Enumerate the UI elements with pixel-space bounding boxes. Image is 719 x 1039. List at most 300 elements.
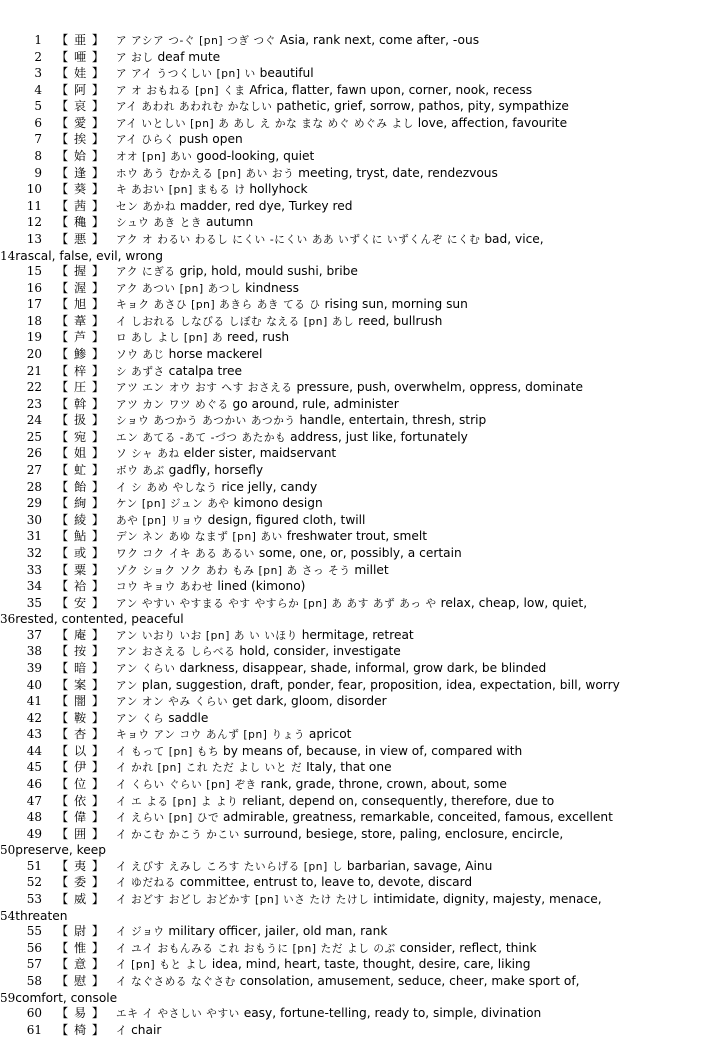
entry-number: 47 [26, 793, 42, 808]
entry-number: 53 [26, 892, 42, 907]
kanji-readings: アン おさえる しらべる [116, 646, 236, 659]
entry-number: 35 [26, 595, 42, 610]
kanji-entry [26, 644, 691, 661]
kanji-meaning: military officer, jailer, old man, rank [168, 924, 388, 939]
kanji-entry [26, 743, 691, 761]
entry-number: 38 [26, 644, 42, 659]
kanji-entry [26, 463, 691, 480]
kanji-character: 尉 [73, 924, 87, 939]
kanji-meaning: autumn [205, 215, 254, 230]
entry-number: 7 [34, 132, 42, 147]
kanji-readings: イ ゆだねる [116, 877, 176, 890]
entry-number: 28 [26, 479, 42, 494]
kanji-readings: ア アシア つ-ぐ [pn] つぎ つぐ [116, 35, 276, 47]
kanji-entry [26, 413, 691, 430]
kanji-meaning: intimidate, dignity, majesty, menace, [373, 892, 602, 907]
kanji-entry [26, 694, 691, 711]
kanji-cell: 【 安 】 [56, 595, 105, 610]
kanji-entry [34, 132, 691, 149]
kanji-entry [34, 49, 691, 67]
kanji-entry [26, 1006, 691, 1023]
kanji-meaning: idea, mind, heart, taste, thought, desire, care, liking [211, 957, 531, 972]
kanji-entry [26, 1022, 691, 1039]
kanji-entry [26, 677, 691, 695]
kanji-readings: アイ いとしい [pn] あ あし え かな まな めぐ めぐみ よし [116, 117, 414, 130]
kanji-cell: 【 偉 】 [56, 810, 105, 825]
kanji-cell: 【 按 】 [56, 644, 105, 659]
kanji-cell: 【 鞍 】 [56, 710, 105, 725]
kanji-entry [26, 215, 691, 232]
kanji-cell: 【 挨 】 [56, 132, 105, 147]
kanji-readings: あや [pn] リョウ [116, 514, 204, 527]
kanji-entry [26, 793, 691, 811]
kanji-entry [26, 858, 691, 876]
kanji-character: 委 [73, 875, 87, 890]
entry-number: 44 [26, 743, 42, 758]
kanji-meaning-continued: preserve, keep [15, 843, 106, 858]
kanji-character: 葵 [73, 182, 87, 197]
kanji-entry [26, 660, 691, 678]
kanji-entry [26, 727, 691, 744]
kanji-readings: セン あかね [116, 200, 176, 213]
kanji-entry [26, 330, 691, 347]
kanji-cell: 【 姶 】 [56, 149, 105, 164]
kanji-cell: 【 慰 】 [56, 973, 105, 988]
kanji-meaning: go around, rule, administer [232, 396, 399, 411]
entry-number: 59 [0, 990, 16, 1005]
kanji-readings: キョウ アン コウ あんず [pn] りょう [116, 729, 306, 742]
entry-number: 57 [26, 957, 42, 972]
kanji-cell: 【 杏 】 [56, 727, 105, 742]
kanji-entry [26, 479, 691, 497]
kanji-character: 案 [73, 677, 87, 692]
kanji-readings: イ エ よる [pn] よ より [116, 795, 239, 808]
kanji-readings: イ なぐさめる なぐさむ [116, 975, 236, 988]
kanji-character: 易 [73, 1006, 87, 1021]
entry-number: 56 [26, 940, 42, 955]
entry-number: 51 [26, 858, 42, 873]
kanji-entry [26, 429, 691, 447]
kanji-cell: 【 絢 】 [56, 496, 105, 511]
kanji-meaning: barbarian, savage, Ainu [346, 858, 493, 873]
kanji-entry [26, 264, 691, 281]
kanji-entry [26, 496, 691, 513]
kanji-meaning: reliant, depend on, consequently, therefore, due to [242, 793, 555, 808]
kanji-character: 愛 [73, 115, 87, 130]
entry-number: 22 [26, 380, 42, 395]
kanji-cell: 【 易 】 [56, 1006, 105, 1021]
kanji-cell: 【 夷 】 [56, 858, 105, 873]
entry-number: 41 [26, 694, 42, 709]
kanji-meaning: meeting, tryst, date, rendezvous [298, 165, 498, 180]
kanji-readings: イ かれ [pn] これ ただ よし いと だ [116, 762, 303, 775]
kanji-meaning: saddle [168, 710, 209, 725]
kanji-character: 唖 [73, 49, 87, 64]
kanji-readings: デン ネン あゆ なまず [pn] あい [116, 531, 283, 544]
entry-number: 33 [26, 562, 42, 577]
kanji-entry [26, 182, 691, 199]
kanji-readings: キ あおい [pn] まもる け [116, 184, 246, 197]
entry-number: 18 [26, 313, 42, 328]
kanji-readings: オオ [pn] あい [116, 151, 193, 164]
kanji-readings: ショウ あつかう あつかい あつかう [116, 415, 296, 428]
kanji-character: 意 [73, 957, 87, 972]
kanji-readings: イ [pn] もと よし [116, 959, 208, 972]
kanji-cell: 【 哀 】 [56, 99, 105, 114]
kanji-character: 慰 [73, 973, 87, 988]
kanji-cell: 【 伊 】 [56, 760, 105, 775]
kanji-readings: アツ カン ワツ めぐる [116, 398, 229, 411]
kanji-cell: 【 葦 】 [56, 313, 105, 328]
entry-number: 10 [26, 182, 42, 197]
kanji-readings: ア おし [116, 51, 154, 64]
entry-number: 31 [26, 529, 42, 544]
entry-number: 9 [34, 165, 42, 180]
kanji-readings: イ ユイ おもんみる これ おもうに [pn] ただ よし のぶ [116, 942, 396, 955]
kanji-meaning: easy, fortune-telling, ready to, simple, divination [243, 1006, 542, 1021]
kanji-meaning: madder, red dye, Turkey red [179, 198, 353, 213]
kanji-meaning: hermitage, retreat [301, 627, 414, 642]
entry-number: 14 [0, 248, 16, 263]
kanji-character: 茜 [73, 198, 87, 213]
kanji-character: 絢 [73, 496, 87, 511]
kanji-cell: 【 位 】 [56, 777, 105, 792]
entry-number: 5 [34, 99, 42, 114]
kanji-entry-continuation [0, 249, 691, 265]
kanji-readings: ボウ あぶ [116, 465, 165, 478]
kanji-cell: 【 綾 】 [56, 512, 105, 527]
entry-number: 42 [26, 710, 42, 725]
kanji-cell: 【 案 】 [56, 677, 105, 692]
kanji-readings: イ おどす おどし おどかす [pn] いさ たけ たけし [116, 894, 370, 907]
kanji-character: 穐 [73, 215, 87, 230]
kanji-meaning: committee, entrust to, leave to, devote, discard [179, 875, 473, 890]
kanji-character: 伊 [73, 760, 87, 775]
kanji-character: 姐 [73, 446, 87, 461]
kanji-character: 芦 [73, 330, 87, 345]
kanji-character: 斡 [73, 396, 87, 411]
kanji-character: 鞍 [73, 710, 87, 725]
kanji-readings: アク オ わるい わるし にくい -にくい ああ いずくに いずくんぞ にくむ [116, 233, 481, 246]
kanji-meaning: chair [131, 1022, 162, 1037]
kanji-entry [26, 198, 691, 216]
kanji-entry [26, 940, 691, 958]
kanji-cell: 【 鯵 】 [56, 346, 105, 361]
entry-number: 58 [26, 973, 42, 988]
entry-number: 32 [26, 545, 42, 560]
kanji-cell: 【 闇 】 [56, 694, 105, 709]
kanji-cell: 【 椅 】 [56, 1022, 105, 1037]
entry-number: 15 [26, 264, 42, 279]
kanji-meaning: elder sister, maidservant [183, 446, 337, 461]
kanji-cell: 【 唖 】 [56, 49, 105, 64]
kanji-meaning: some, one, or, possibly, a certain [258, 545, 462, 560]
kanji-entry [26, 924, 691, 941]
kanji-meaning: Africa, flatter, fawn upon, corner, nook, recess [249, 82, 533, 97]
kanji-entry [26, 875, 691, 892]
kanji-character: 姶 [73, 149, 87, 164]
kanji-meaning: reed, rush [227, 330, 290, 345]
kanji-cell: 【 握 】 [56, 264, 105, 279]
entry-number: 1 [34, 33, 42, 47]
kanji-readings: コウ キョウ あわせ [116, 581, 214, 594]
kanji-meaning: rank, grade, throne, crown, about, some [260, 777, 507, 792]
kanji-readings: アン やすい やすまる やす やすらか [pn] あ あす あず あっ や [116, 597, 437, 610]
kanji-entry [26, 579, 691, 596]
entry-number: 45 [26, 760, 42, 775]
kanji-entry [26, 710, 691, 728]
entry-number: 8 [34, 149, 42, 164]
kanji-cell: 【 囲 】 [56, 826, 105, 841]
kanji-cell: 【 圧 】 [56, 380, 105, 395]
kanji-meaning: get dark, gloom, disorder [232, 694, 387, 709]
kanji-readings: イ かこむ かこう かこい [116, 828, 240, 841]
kanji-character: 哀 [73, 99, 87, 114]
kanji-entry [34, 82, 691, 100]
kanji-entry [34, 99, 691, 116]
entry-number: 19 [26, 330, 42, 345]
kanji-character: 旭 [73, 297, 87, 312]
kanji-cell: 【 威 】 [56, 892, 105, 907]
kanji-readings: ア オ おもねる [pn] くま [116, 84, 246, 97]
kanji-entry [26, 313, 691, 331]
kanji-readings: ソウ あじ [116, 348, 165, 361]
kanji-entry [26, 396, 691, 414]
kanji-readings: アン いおり いお [pn] あ い いほり [116, 629, 298, 642]
kanji-character: 庵 [73, 627, 87, 642]
entry-number: 50 [0, 843, 16, 858]
kanji-entry [34, 33, 691, 50]
entry-number: 36 [0, 612, 16, 627]
kanji-meaning: freshwater trout, smelt [286, 529, 428, 544]
entry-number: 61 [26, 1022, 42, 1037]
kanji-cell: 【 或 】 [56, 545, 105, 560]
kanji-cell: 【 悪 】 [56, 231, 105, 246]
kanji-cell: 【 梓 】 [56, 363, 105, 378]
kanji-character: 悪 [73, 231, 87, 246]
kanji-readings: ア アイ うつくしい [pn] い [116, 68, 256, 81]
entry-number: 21 [26, 363, 42, 378]
kanji-character: 或 [73, 545, 87, 560]
kanji-meaning: love, affection, favourite [417, 115, 568, 130]
kanji-character: 暗 [73, 660, 87, 675]
kanji-entry [26, 280, 691, 298]
kanji-readings: アイ あわれ あわれむ かなしい [116, 101, 273, 114]
entry-number: 55 [26, 924, 42, 939]
kanji-entry [26, 562, 691, 580]
kanji-meaning: grip, hold, mould sushi, bribe [179, 264, 358, 279]
kanji-cell: 【 飴 】 [56, 479, 105, 494]
kanji-readings: イ ジョウ [116, 926, 165, 939]
kanji-meaning-continued: comfort, console [15, 990, 118, 1005]
kanji-meaning: consolation, amusement, seduce, cheer, make sport of, [239, 973, 580, 988]
kanji-cell: 【 娃 】 [56, 66, 105, 81]
kanji-character: 娃 [73, 66, 87, 81]
kanji-character: 葦 [73, 313, 87, 328]
kanji-entry-continuation [0, 612, 691, 628]
entry-number: 48 [26, 810, 42, 825]
kanji-cell: 【 扱 】 [56, 413, 105, 428]
kanji-readings: アク にぎる [116, 266, 176, 279]
kanji-entry-continuation [0, 909, 691, 925]
kanji-readings: エキ イ やさしい やすい [116, 1008, 240, 1021]
kanji-entry [26, 973, 691, 991]
kanji-readings: ロ あし よし [pn] あ [116, 332, 224, 345]
kanji-meaning: darkness, disappear, shade, informal, grow dark, be blinded [179, 660, 547, 675]
kanji-cell: 【 庵 】 [56, 627, 105, 642]
kanji-meaning: gadfly, horsefly [168, 463, 264, 478]
kanji-entry [34, 165, 691, 183]
kanji-meaning: catalpa tree [168, 363, 243, 378]
kanji-meaning-continued: threaten [15, 908, 68, 923]
entry-number: 46 [26, 777, 42, 792]
kanji-cell: 【 尉 】 [56, 924, 105, 939]
kanji-entry [26, 446, 691, 463]
kanji-entry [34, 66, 691, 83]
kanji-readings: シュウ あき とき [116, 217, 203, 230]
kanji-entry [34, 115, 691, 133]
entry-number: 54 [0, 908, 16, 923]
kanji-entry [26, 627, 691, 645]
kanji-meaning: handle, entertain, thresh, strip [299, 413, 487, 428]
entry-number: 43 [26, 727, 42, 742]
kanji-entry [26, 231, 691, 249]
kanji-cell: 【 依 】 [56, 793, 105, 808]
kanji-cell: 【 芦 】 [56, 330, 105, 345]
kanji-meaning: hold, consider, investigate [239, 644, 401, 659]
kanji-entry [26, 892, 691, 909]
kanji-character: 宛 [73, 429, 87, 444]
entry-number: 4 [34, 82, 42, 97]
kanji-character: 圧 [73, 380, 87, 395]
kanji-entry [26, 380, 691, 397]
kanji-cell: 【 愛 】 [56, 115, 105, 130]
kanji-character: 鯵 [73, 346, 87, 361]
kanji-meaning: beautiful [259, 66, 314, 81]
kanji-character: 握 [73, 264, 87, 279]
kanji-cell: 【 旭 】 [56, 297, 105, 312]
entry-number: 52 [26, 875, 42, 890]
kanji-meaning: hollyhock [249, 182, 308, 197]
kanji-character: 粟 [73, 562, 87, 577]
kanji-entry [26, 346, 691, 364]
kanji-cell: 【 亜 】 [56, 33, 105, 47]
kanji-character: 扱 [73, 413, 87, 428]
kanji-meaning: apricot [308, 727, 352, 742]
kanji-readings: イ シ あめ やしなう [116, 481, 218, 494]
kanji-readings: ワク コク イキ ある あるい [116, 547, 255, 560]
entry-number: 3 [34, 66, 42, 81]
kanji-cell: 【 鮎 】 [56, 529, 105, 544]
kanji-entry-continuation [0, 991, 691, 1007]
kanji-meaning: bad, vice, [484, 231, 544, 246]
kanji-character: 位 [73, 777, 87, 792]
kanji-cell: 【 斡 】 [56, 396, 105, 411]
kanji-readings: アン [116, 679, 138, 692]
kanji-readings: シ あずさ [116, 365, 165, 378]
kanji-meaning: relax, cheap, low, quiet, [440, 595, 588, 610]
entry-number: 30 [26, 512, 42, 527]
kanji-character: 阿 [73, 82, 87, 97]
entry-number: 23 [26, 396, 42, 411]
entry-number: 27 [26, 463, 42, 478]
kanji-meaning: plan, suggestion, draft, ponder, fear, proposition, idea, expectation, bill, worry [141, 677, 620, 692]
kanji-meaning: millet [354, 562, 389, 577]
kanji-meaning: good-looking, quiet [196, 149, 315, 164]
kanji-meaning: admirable, greatness, remarkable, conceited, famous, excellent [223, 810, 613, 825]
kanji-cell: 【 茜 】 [56, 198, 105, 213]
entry-number: 20 [26, 346, 42, 361]
entry-number: 13 [26, 231, 42, 246]
kanji-meaning: pressure, push, overwhelm, oppress, dominate [296, 380, 584, 395]
kanji-meaning: horse mackerel [168, 346, 263, 361]
entry-number: 40 [26, 677, 42, 692]
kanji-meaning: Asia, rank next, come after, -ous [279, 33, 480, 47]
kanji-meaning: consider, reflect, think [399, 940, 537, 955]
kanji-cell: 【 暗 】 [56, 660, 105, 675]
kanji-character: 袷 [73, 579, 87, 594]
kanji-meaning: Italy, that one [306, 760, 392, 775]
kanji-entry [26, 363, 691, 381]
kanji-readings: アツ エン オウ おす へす おさえる [116, 382, 293, 395]
kanji-character: 囲 [73, 826, 87, 841]
kanji-character: 安 [73, 595, 87, 610]
kanji-readings: イ くらい ぐらい [pn] ぞき [116, 779, 257, 792]
kanji-character: 逢 [73, 165, 87, 180]
kanji-cell: 【 惟 】 [56, 940, 105, 955]
entry-number: 11 [26, 198, 42, 213]
kanji-entry [26, 512, 691, 530]
kanji-readings: イ [116, 1024, 128, 1037]
kanji-character: 惟 [73, 940, 87, 955]
kanji-entry [26, 297, 691, 314]
kanji-cell: 【 虻 】 [56, 463, 105, 478]
kanji-readings: キョク あさひ [pn] あきら あき てる ひ [116, 299, 321, 312]
kanji-meaning: address, just like, fortunately [290, 429, 468, 444]
kanji-entry [26, 760, 691, 777]
entry-number: 6 [34, 115, 42, 130]
kanji-character: 闇 [73, 694, 87, 709]
kanji-readings: ケン [pn] ジュン あや [116, 498, 230, 511]
kanji-character: 綾 [73, 512, 87, 527]
entry-number: 12 [26, 215, 42, 230]
kanji-entry [26, 826, 691, 844]
entry-number: 49 [26, 826, 42, 841]
kanji-readings: アク あつい [pn] あつし [116, 282, 242, 295]
kanji-entry [26, 545, 691, 563]
kanji-cell: 【 渥 】 [56, 280, 105, 295]
kanji-entry [26, 957, 691, 974]
kanji-character: 挨 [73, 132, 87, 147]
kanji-character: 椅 [73, 1022, 87, 1037]
entry-number: 37 [26, 627, 42, 642]
kanji-cell: 【 葵 】 [56, 182, 105, 197]
kanji-readings: アン くら [116, 712, 165, 725]
kanji-readings: イ もって [pn] もち [116, 745, 220, 758]
kanji-character: 渥 [73, 280, 87, 295]
kanji-cell: 【 粟 】 [56, 562, 105, 577]
kanji-character: 鮎 [73, 529, 87, 544]
kanji-cell: 【 阿 】 [56, 82, 105, 97]
entry-number: 17 [26, 297, 42, 312]
kanji-meaning: kimono design [233, 496, 323, 511]
kanji-meaning: rice jelly, candy [221, 479, 318, 494]
kanji-cell: 【 穐 】 [56, 215, 105, 230]
kanji-character: 按 [73, 644, 87, 659]
kanji-character: 梓 [73, 363, 87, 378]
kanji-cell: 【 意 】 [56, 957, 105, 972]
kanji-meaning: pathetic, grief, sorrow, pathos, pity, sympathize [276, 99, 569, 114]
